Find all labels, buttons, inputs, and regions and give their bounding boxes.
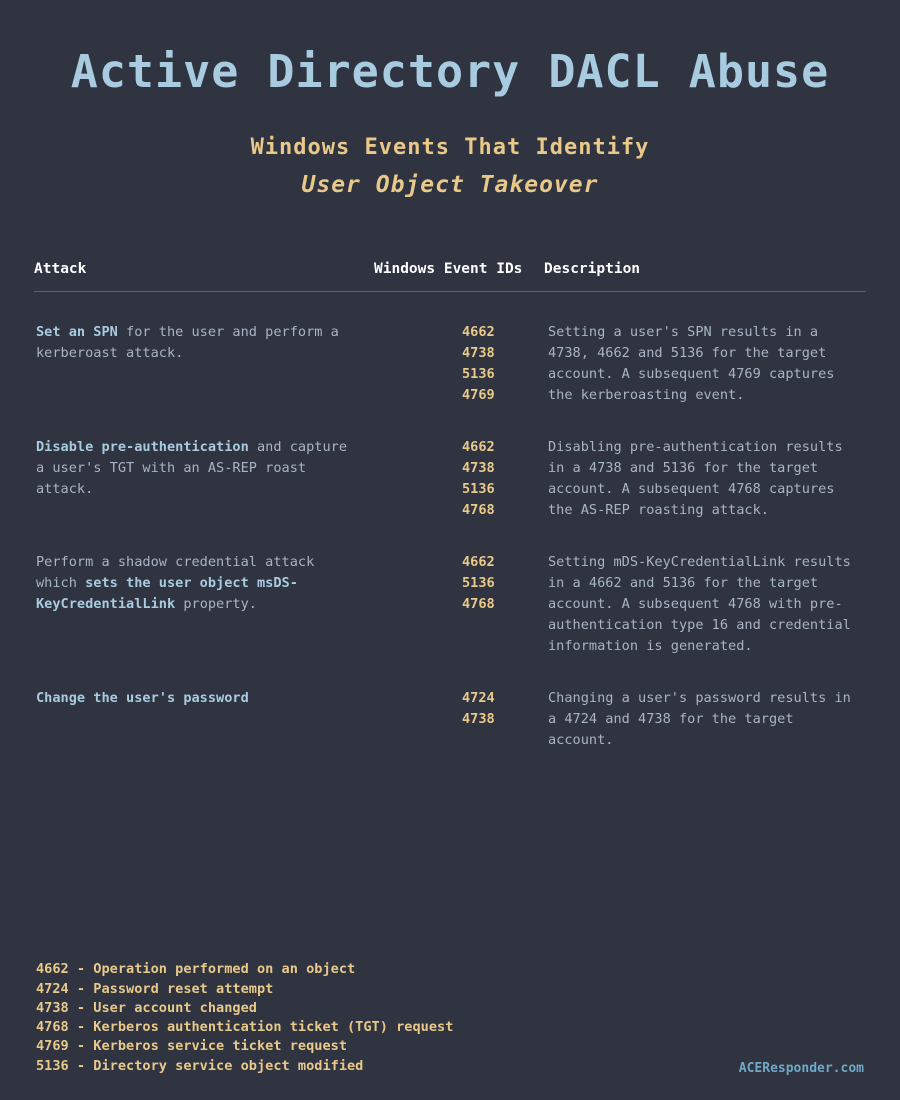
legend-item: 4769 - Kerberos service ticket request bbox=[36, 1038, 347, 1055]
event-id: 4662 bbox=[462, 323, 495, 340]
attack-highlight: Disable pre-authentication bbox=[36, 438, 249, 455]
event-id: 4768 bbox=[462, 501, 495, 518]
event-id: 4768 bbox=[462, 596, 495, 613]
description-cell: Setting mDS-KeyCredentialLink results in a 4662 and 5136 for the target account. A subsequent 4768 with pre-authentication type 16 and credential information is generated. bbox=[548, 554, 851, 655]
subtitle-line-1: Windows Events That Identify bbox=[250, 135, 650, 160]
subtitle-line-2: User Object Takeover bbox=[301, 172, 599, 198]
column-header-event-ids: Windows Event IDs bbox=[374, 261, 544, 292]
legend-item: 4724 - Password reset attempt bbox=[36, 980, 274, 997]
attack-cell bbox=[34, 658, 374, 752]
legend-item: 4662 - Operation performed on an object bbox=[36, 961, 356, 978]
event-id: 4769 bbox=[462, 386, 495, 403]
event-id: 5136 bbox=[462, 480, 495, 497]
attack-highlight: Set an SPN bbox=[36, 323, 118, 340]
attack-cell bbox=[34, 291, 374, 407]
description-cell: Setting a user's SPN results in a 4738, 4662 and 5136 for the target account. A subsequent 4769 captures the kerberoasting event. bbox=[548, 323, 835, 403]
description-cell: Disabling pre-authentication results in a 4738 and 5136 for the target account. A subsequent 4768 captures the AS-REP roasting attack. bbox=[548, 438, 843, 518]
event-id: 4662 bbox=[462, 554, 495, 570]
event-id: 5136 bbox=[462, 365, 495, 382]
event-id: 4724 bbox=[462, 690, 495, 707]
table-row bbox=[34, 658, 866, 752]
event-ids-cell bbox=[374, 658, 544, 752]
table-header-row bbox=[34, 261, 866, 292]
event-id: 4738 bbox=[462, 459, 495, 476]
events-table bbox=[34, 261, 866, 753]
event-id: 5136 bbox=[462, 575, 495, 592]
subtitle-block bbox=[34, 131, 866, 203]
attack-text: and capture a user's TGT with an AS-REP roast attack. bbox=[36, 438, 348, 497]
legend-item: 5136 - Directory service object modified bbox=[36, 1057, 364, 1074]
attack-cell bbox=[34, 407, 374, 522]
legend-item: 4738 - User account changed bbox=[36, 999, 257, 1016]
attack-cell bbox=[34, 522, 374, 658]
attack-text: Perform a shadow credential attack which bbox=[36, 554, 315, 592]
attack-text: for the user and perform a kerberoast attack. bbox=[36, 323, 339, 361]
attack-text: property. bbox=[175, 596, 257, 613]
brand-watermark: ACEResponder.com bbox=[738, 1061, 864, 1076]
table-header bbox=[34, 261, 866, 292]
event-ids-cell bbox=[374, 407, 544, 522]
event-id: 4662 bbox=[462, 438, 495, 455]
table-row bbox=[34, 522, 866, 658]
attack-highlight: sets the user object msDS-KeyCredentialLink bbox=[36, 575, 298, 613]
attack-highlight: Change the user's password bbox=[36, 690, 249, 707]
event-id: 4738 bbox=[462, 711, 495, 728]
page-title: Active Directory DACL Abuse bbox=[70, 45, 830, 98]
legend-item: 4768 - Kerberos authentication ticket (TGT) request bbox=[36, 1019, 454, 1036]
table-row bbox=[34, 291, 866, 407]
column-header-attack: Attack bbox=[34, 261, 374, 292]
event-ids-cell bbox=[374, 291, 544, 407]
event-id-legend bbox=[36, 960, 453, 1076]
description-cell: Changing a user's password results in a 4724 and 4738 for the target account. bbox=[548, 690, 851, 749]
event-id: 4738 bbox=[462, 344, 495, 361]
table-row bbox=[34, 407, 866, 522]
table-body bbox=[34, 291, 866, 753]
column-header-description: Description bbox=[544, 261, 866, 292]
event-ids-cell bbox=[374, 522, 544, 658]
